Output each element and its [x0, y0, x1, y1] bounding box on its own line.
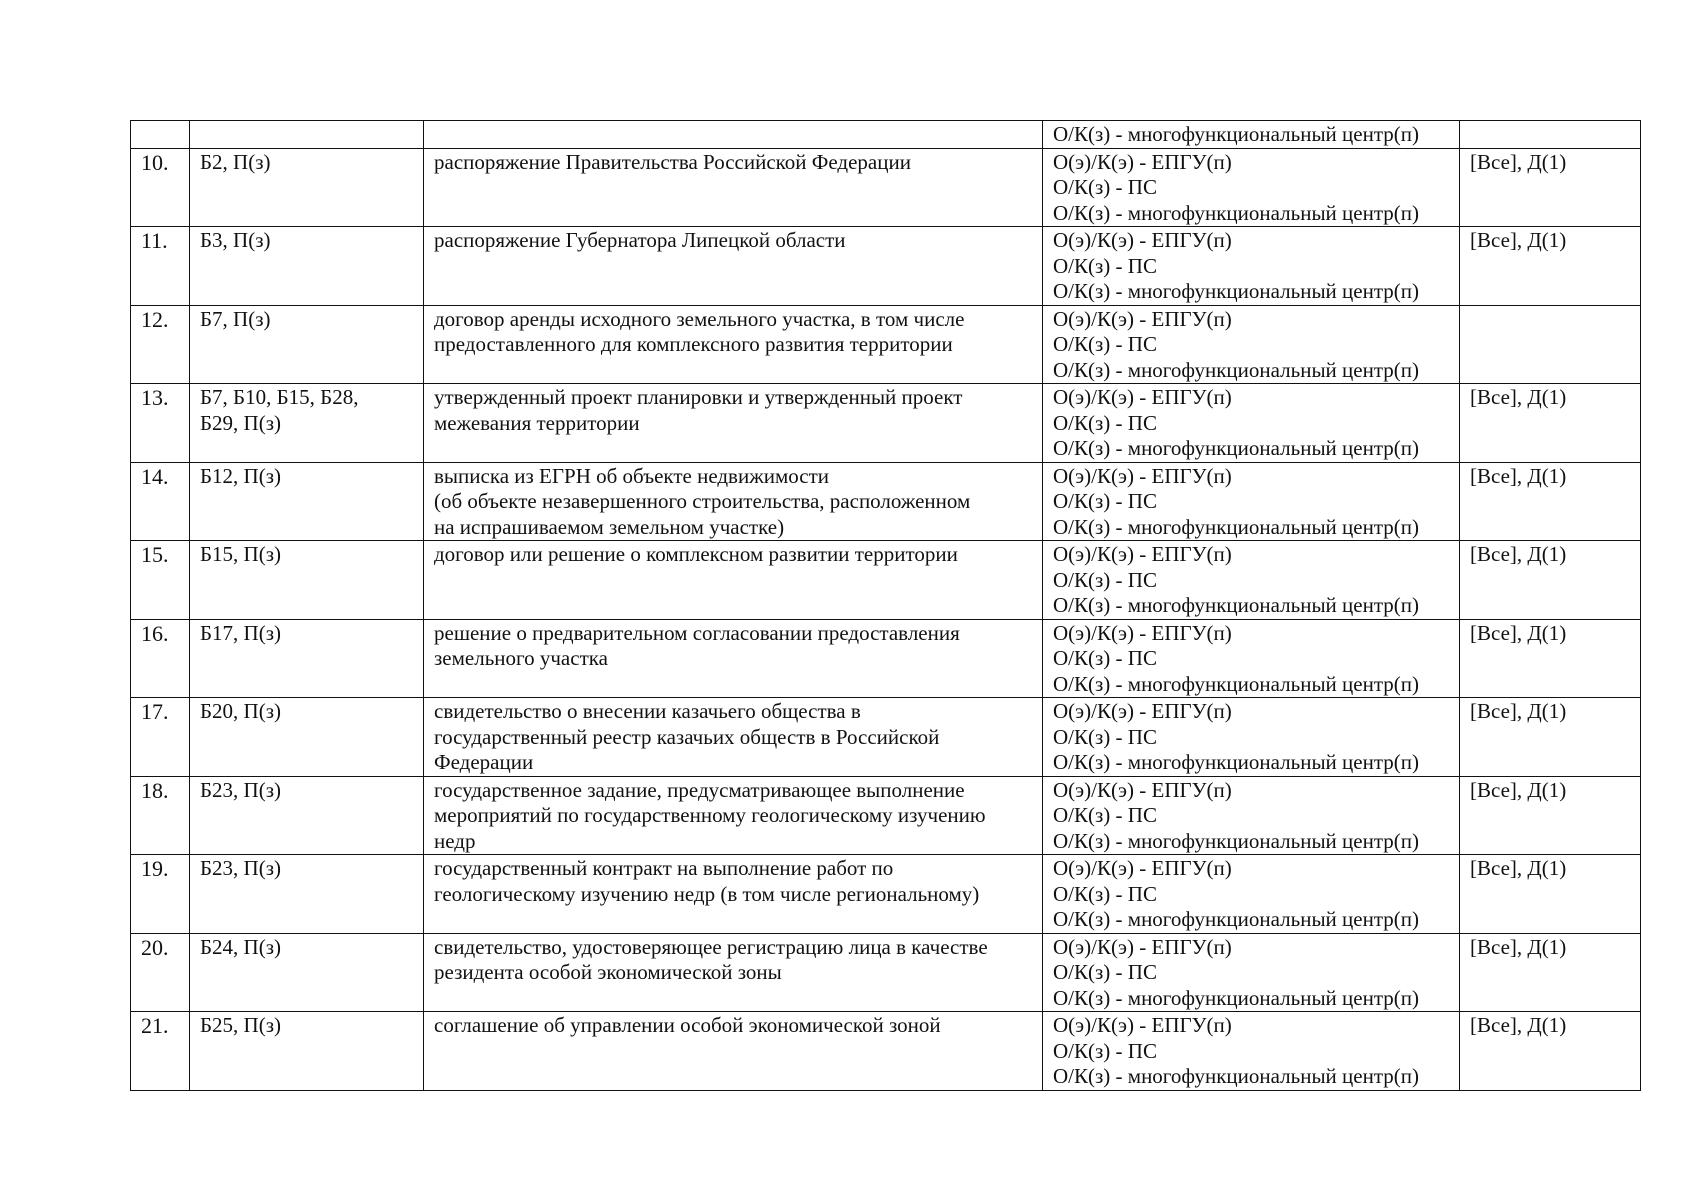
document-line: договор или решение о комплексном развитии территории [434, 542, 958, 566]
code-line: Б7, Б10, Б15, Б28, [200, 385, 359, 409]
cell-document [424, 776, 1043, 855]
table-row-continuation [131, 121, 1641, 149]
code-line: Б23, П(з) [200, 777, 282, 802]
cell-number: 17. [131, 698, 190, 777]
table-row [131, 933, 1641, 1012]
way-line: О(э)/К(э) - ЕПГУ(п) [1053, 463, 1232, 488]
document-line: (об объекте незавершенного строительства, расположенном [434, 489, 971, 513]
code-line: Б29, П(з) [200, 410, 282, 435]
way-line: О/К(з) - многофункциональный центр(п) [1053, 357, 1419, 382]
cell-note: [Все], Д(1) [1460, 776, 1641, 855]
cell-codes [190, 121, 424, 149]
way-line: О/К(з) - многофункциональный центр(п) [1053, 985, 1419, 1010]
code-line: Б2, П(з) [200, 149, 271, 174]
cell-number: 12. [131, 305, 190, 384]
cell-note: [Все], Д(1) [1460, 855, 1641, 934]
cell-number: 19. [131, 855, 190, 934]
cell-document [424, 148, 1043, 227]
cell-note: [Все], Д(1) [1460, 541, 1641, 620]
way-line: О/К(з) - ПС [1053, 567, 1157, 592]
way-line: О(э)/К(э) - ЕПГУ(п) [1053, 306, 1232, 331]
cell-number: 18. [131, 776, 190, 855]
cell-document [424, 462, 1043, 541]
cell-number: 14. [131, 462, 190, 541]
document-line: договор аренды исходного земельного участка, в том числе [434, 306, 965, 331]
cell-ways [1043, 462, 1460, 541]
document-line: свидетельство о внесении казачьего общества в [434, 699, 861, 723]
cell-ways [1043, 933, 1460, 1012]
document-line: выписка из ЕГРН об объекте недвижимости [434, 463, 829, 488]
way-line: О/К(з) - ПС [1053, 253, 1157, 278]
cell-number [131, 121, 190, 149]
way-line: О/К(з) - ПС [1053, 489, 1157, 513]
cell-ways [1043, 776, 1460, 855]
cell-note: [Все], Д(1) [1460, 1012, 1641, 1091]
way-line: О/К(з) - многофункциональный центр(п) [1053, 593, 1419, 617]
way-line: О/К(з) - ПС [1053, 881, 1157, 906]
table-row [131, 698, 1641, 777]
cell-document [424, 933, 1043, 1012]
cell-document [424, 698, 1043, 777]
table-row [131, 227, 1641, 306]
way-line: О/К(з) - многофункциональный центр(п) [1053, 514, 1419, 539]
way-line: О(э)/К(э) - ЕПГУ(п) [1053, 542, 1232, 566]
way-line: О/К(з) - многофункциональный центр(п) [1053, 200, 1419, 225]
document-line: государственный контракт на выполнение работ по [434, 856, 894, 880]
cell-document [424, 121, 1043, 149]
code-line: Б12, П(з) [200, 463, 282, 488]
cell-codes [190, 305, 424, 384]
document-line: Федерации [434, 750, 534, 774]
cell-document [424, 305, 1043, 384]
table-row [131, 1012, 1641, 1091]
way-line: О/К(з) - многофункциональный центр(п) [1053, 122, 1419, 146]
way-line: О/К(з) - многофункциональный центр(п) [1053, 279, 1419, 303]
cell-document [424, 541, 1043, 620]
cell-document [424, 1012, 1043, 1091]
document-line: предоставленного для комплексного развития территории [434, 332, 953, 356]
document-line: недр [434, 828, 476, 853]
code-line: Б15, П(з) [200, 542, 282, 566]
way-line: О/К(з) - ПС [1053, 175, 1157, 199]
cell-ways [1043, 698, 1460, 777]
table-row [131, 305, 1641, 384]
document-line: резидента особой экономической зоны [434, 960, 782, 984]
code-line: Б3, П(з) [200, 228, 271, 252]
cell-ways [1043, 1012, 1460, 1091]
way-line: О/К(з) - многофункциональный центр(п) [1053, 1064, 1419, 1088]
code-line: Б24, П(з) [200, 934, 282, 959]
cell-codes [190, 384, 424, 463]
cell-note [1460, 305, 1641, 384]
way-line: О/К(з) - ПС [1053, 1038, 1157, 1063]
cell-number: 21. [131, 1012, 190, 1091]
cell-number: 13. [131, 384, 190, 463]
way-line: О/К(з) - ПС [1053, 803, 1157, 827]
cell-number: 16. [131, 619, 190, 698]
way-line: О(э)/К(э) - ЕПГУ(п) [1053, 777, 1232, 802]
document-line: соглашение об управлении особой экономической зоной [434, 1013, 941, 1037]
cell-number: 15. [131, 541, 190, 620]
code-line: Б23, П(з) [200, 856, 282, 880]
document-line: решение о предварительном согласовании предоставления [434, 620, 960, 645]
cell-codes [190, 776, 424, 855]
cell-codes [190, 933, 424, 1012]
way-line: О/К(з) - ПС [1053, 724, 1157, 749]
document-line: межевания территории [434, 410, 640, 435]
code-line: Б7, П(з) [200, 306, 271, 331]
cell-codes [190, 148, 424, 227]
cell-number: 10. [131, 148, 190, 227]
cell-note: [Все], Д(1) [1460, 148, 1641, 227]
cell-codes [190, 541, 424, 620]
cell-codes [190, 619, 424, 698]
way-line: О(э)/К(э) - ЕПГУ(п) [1053, 1013, 1232, 1037]
way-line: О(э)/К(э) - ЕПГУ(п) [1053, 385, 1232, 409]
way-line: О/К(з) - ПС [1053, 960, 1157, 984]
code-line: Б20, П(з) [200, 699, 282, 723]
code-line: Б25, П(з) [200, 1013, 282, 1037]
way-line: О(э)/К(э) - ЕПГУ(п) [1053, 228, 1232, 252]
cell-note: [Все], Д(1) [1460, 619, 1641, 698]
document-line: распоряжение Губернатора Липецкой области [434, 228, 846, 252]
way-line: О/К(з) - ПС [1053, 410, 1157, 435]
cell-note: [Все], Д(1) [1460, 462, 1641, 541]
cell-note: [Все], Д(1) [1460, 227, 1641, 306]
cell-ways [1043, 384, 1460, 463]
table-row [131, 148, 1641, 227]
cell-codes [190, 698, 424, 777]
way-line: О(э)/К(э) - ЕПГУ(п) [1053, 620, 1232, 645]
cell-ways [1043, 148, 1460, 227]
table-row [131, 462, 1641, 541]
cell-note [1460, 121, 1641, 149]
cell-note: [Все], Д(1) [1460, 698, 1641, 777]
cell-codes [190, 462, 424, 541]
way-line: О(э)/К(э) - ЕПГУ(п) [1053, 856, 1232, 880]
document-line: мероприятий по государственному геологическому изучению [434, 803, 986, 827]
way-line: О/К(з) - ПС [1053, 332, 1157, 356]
way-line: О/К(з) - многофункциональный центр(п) [1053, 671, 1419, 696]
cell-ways [1043, 305, 1460, 384]
cell-document [424, 384, 1043, 463]
way-line: О/К(з) - многофункциональный центр(п) [1053, 907, 1419, 931]
way-line: О/К(з) - многофункциональный центр(п) [1053, 436, 1419, 460]
cell-document [424, 855, 1043, 934]
table-row [131, 384, 1641, 463]
document-line: распоряжение Правительства Российской Федерации [434, 149, 911, 174]
code-line: Б17, П(з) [200, 620, 282, 645]
document-line: государственное задание, предусматривающее выполнение [434, 777, 965, 802]
table-row [131, 776, 1641, 855]
document-line: геологическому изучению недр (в том числе региональному) [434, 881, 980, 906]
way-line: О(э)/К(э) - ЕПГУ(п) [1053, 149, 1232, 174]
way-line: О/К(з) - ПС [1053, 646, 1157, 670]
document-line: утвержденный проект планировки и утвержденный проект [434, 385, 963, 409]
cell-document [424, 227, 1043, 306]
way-line: О/К(з) - многофункциональный центр(п) [1053, 828, 1419, 853]
cell-ways [1043, 227, 1460, 306]
table-row [131, 541, 1641, 620]
cell-document [424, 619, 1043, 698]
document-line: государственный реестр казачьих обществ в Российской [434, 724, 940, 749]
cell-ways [1043, 541, 1460, 620]
table-row [131, 855, 1641, 934]
cell-codes [190, 855, 424, 934]
way-line: О(э)/К(э) - ЕПГУ(п) [1053, 934, 1232, 959]
cell-note: [Все], Д(1) [1460, 933, 1641, 1012]
cell-number: 11. [131, 227, 190, 306]
cell-ways [1043, 121, 1460, 149]
cell-codes [190, 227, 424, 306]
document-line: земельного участка [434, 646, 608, 670]
cell-ways [1043, 855, 1460, 934]
documents-table [130, 120, 1641, 1091]
cell-ways [1043, 619, 1460, 698]
cell-number: 20. [131, 933, 190, 1012]
table-body [131, 121, 1641, 1091]
cell-note: [Все], Д(1) [1460, 384, 1641, 463]
way-line: О(э)/К(э) - ЕПГУ(п) [1053, 699, 1232, 723]
table-row [131, 619, 1641, 698]
cell-codes [190, 1012, 424, 1091]
way-line: О/К(з) - многофункциональный центр(п) [1053, 750, 1419, 774]
document-line: на испрашиваемом земельном участке) [434, 514, 785, 539]
document-line: свидетельство, удостоверяющее регистрацию лица в качестве [434, 934, 988, 959]
